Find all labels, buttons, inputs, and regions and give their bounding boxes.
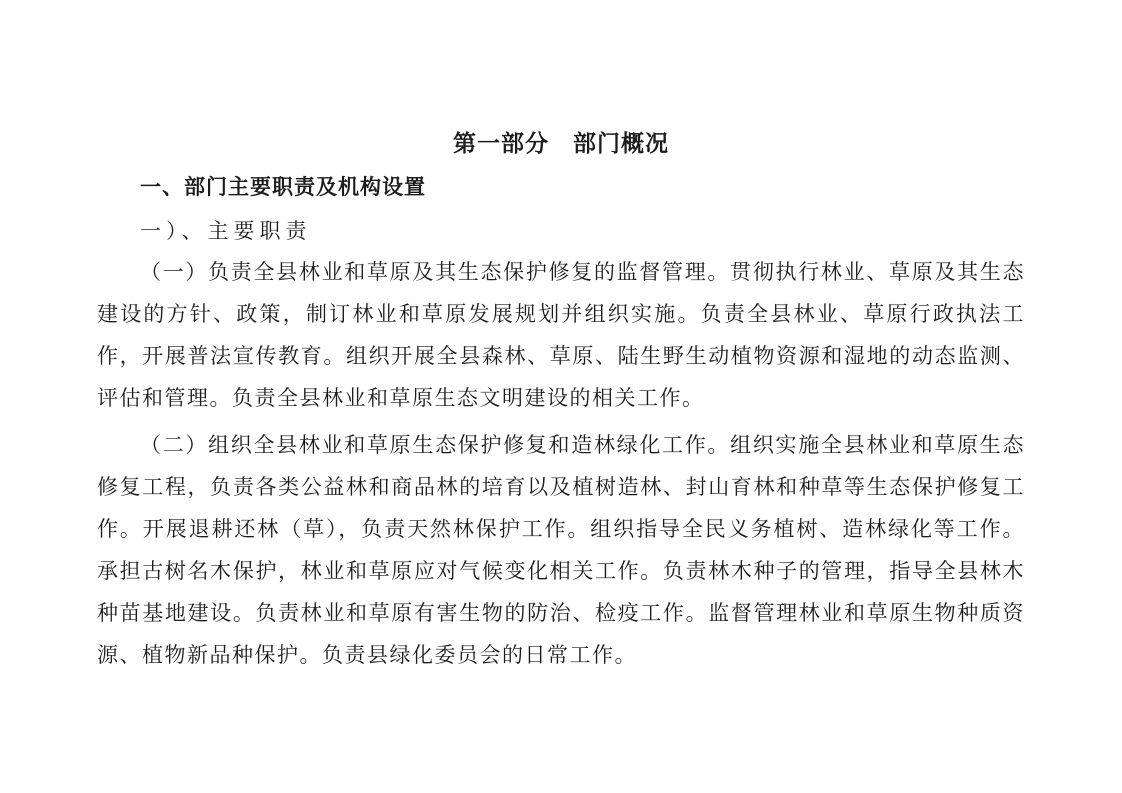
document-title: 第一部分 部门概况 xyxy=(453,130,669,156)
paragraph-duty-2: （二）组织全县林业和草原生态保护修复和造林绿化工作。组织实施全县林业和草原生态修复工程，负责各类公益林和商品林的培育以及植树造林、封山育林和种草等生态保护修复工作。开展退耕还林（草），负责天然林保护工作。组织指导全民义务植树、造林绿化等工作。承担古树名木保护，林业和草原应对气候变化相关工作。负责林木种子的管理，指导全县林木种苗基地建设。负责林业和草原有害生物的防治、检疫工作。监督管理林业和草原生物种质资源、植物新品种保护。负责县绿化委员会的日常工作。 xyxy=(97,433,1025,667)
paragraph-duty-1: （一）负责全县林业和草原及其生态保护修复的监督管理。贯彻执行林业、草原及其生态建设的方针、政策，制订林业和草原发展规划并组织实施。负责全县林业、草原行政执法工作，开展普法宣传教育。组织开展全县森林、草原、陆生野生动植物资源和湿地的动态监测、评估和管理。负责全县林业和草原生态文明建设的相关工作。 xyxy=(97,260,1025,410)
section-heading: 一、部门主要职责及机构设置 xyxy=(140,176,426,199)
subsection-heading: 一）、主要职责 xyxy=(140,219,312,243)
